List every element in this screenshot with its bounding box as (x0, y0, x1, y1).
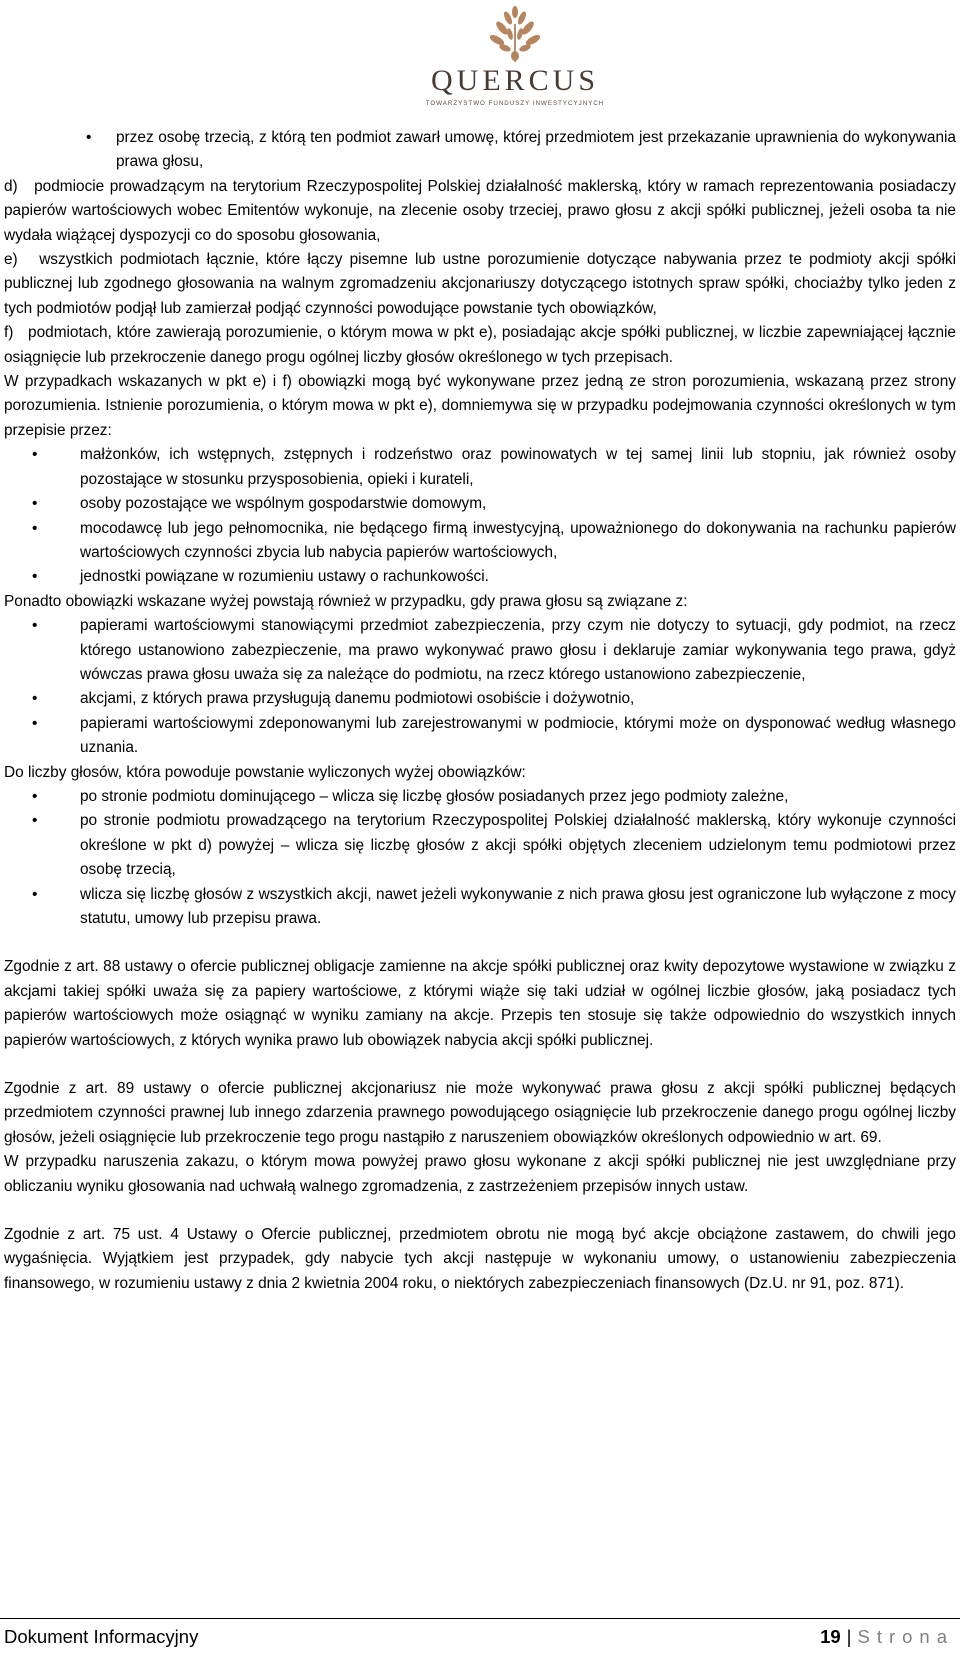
bullet-icon: • (32, 885, 38, 903)
paragraph: Do liczby głosów, która powoduje powstanie wyliczonych wyżej obowiązków: (4, 763, 526, 781)
bullet-icon: • (32, 495, 38, 513)
list-item: • papierami wartościowymi stanowiącymi przedmiot zabezpieczenia, przy czym nie dotyczy to sytuacji, gdy podmiot, na rzecz którego ustanowiono zabezpieczenie, ma prawo wykonywać prawo głosu i deklaruje zamiar wykonywania tego prawa, gdyż wówczas prawa głosu uważa się za należące do podmiotu, na rzecz którego ustanowiono zabezpieczenie, (4, 614, 956, 687)
bullet-icon: • (32, 787, 38, 805)
bullet-icon: • (32, 812, 38, 830)
paragraph: W przypadku naruszenia zakazu, o którym mowa powyżej prawo głosu wykonane z akcji spółki publicznej nie jest uwzględniane przy obliczaniu wyniku głosowania nad uchwałą walnego zgromadzenia, z zastrzeżeniem przepisów innych ustaw. (4, 1153, 956, 1195)
logo-name: QUERCUS (430, 64, 600, 97)
paragraph: W przypadkach wskazanych w pkt e) i f) obowiązki mogą być wykonywane przez jedną ze stron porozumienia, wskazaną przez strony porozumienia. Istnienie porozumienia, o którym mowa w pkt e), domniemywa się w przypadku podejmowania czynności określonych w tym przepisie przez: (4, 373, 956, 439)
bullet-icon: • (32, 568, 38, 586)
list-item: • osoby pozostające we wspólnym gospodarstwie domowym, (4, 492, 956, 516)
list-item: • małżonków, ich wstępnych, zstępnych i rodzeństwo oraz powinowatych w tej samej linii lub stopniu, jak również osoby pozostające w stosunku przysposobienia, opieki i kurateli, (4, 443, 956, 492)
bullet-icon: • (32, 714, 38, 732)
list-item: • mocodawcę lub jego pełnomocnika, nie będącego firmą inwestycyjną, upoważnionego do dokonywania na rachunku papierów wartościowych czynności zbycia lub nabycia papierów wartościowych, (4, 517, 956, 566)
footer-page-indicator (820, 1626, 954, 1648)
list-item: • jednostki powiązane w rozumieniu ustawy o rachunkowości. (4, 565, 956, 589)
paragraph: Ponadto obowiązki wskazane wyżej powstają również w przypadku, gdy prawa głosu są związane z: (4, 592, 688, 610)
list-item: • wlicza się liczbę głosów z wszystkich akcji, nawet jeżeli wykonywanie z nich prawa głosu jest ograniczone lub wyłączone z mocy statutu, umowy lub przepisu prawa. (4, 883, 956, 932)
page-number: 19 (820, 1626, 841, 1647)
bullet-icon: • (32, 519, 38, 537)
paragraph-item-f: f) podmiotach, które zawierają porozumienie, o którym mowa w pkt e), posiadając akcje spółki publicznej, w liczbie zapewniającej łącznie osiągnięcie lub przekroczenie danego progu ogólnej liczby głosów określonego w tych przepisach. (4, 324, 956, 366)
bullet-icon: • (32, 617, 38, 635)
paragraph-item-d: d) podmiocie prowadzącym na terytorium Rzeczypospolitej Polskiej działalność maklerską, który w ramach reprezentowania posiadaczy papierów wartościowych wobec Emitentów wykonuje, na zlecenie osoby trzeciej, prawo głosu z akcji spółki publicznej, jeżeli osoba ta nie wydała wiążącej dyspozycji co do sposobu głosowania, (4, 177, 956, 244)
list-item: • po stronie podmiotu prowadzącego na terytorium Rzeczypospolitej Polskiej działalność maklerską, który wykonuje czynności określone w pkt d) powyżej – wlicza się liczbę głosów z akcji spółki objętych zleceniem udzielonym temu podmiotowi przez osobę trzecią, (4, 809, 956, 882)
list-item: • akcjami, z których prawa przysługują danemu podmiotowi osobiście i dożywotnio, (4, 687, 956, 711)
footer-divider (0, 1618, 960, 1619)
paragraph-item-e: e) wszystkich podmiotach łącznie, które łączy pisemne lub ustne porozumienie dotyczące nabywania przez te podmioty akcji spółki publicznej lub zgodnego głosowania na walnym zgromadzeniu akcjonariuszy dotyczącego istotnych spraw spółki, chociażby tylko jeden z tych podmiotów podjął lub zamierzał podjąć czynności powodujące powstanie tych obowiązków, (4, 251, 956, 317)
bullet-icon: • (86, 129, 92, 146)
bullet-icon: • (32, 690, 38, 708)
paragraph: Zgodnie z art. 89 ustawy o ofercie publicznej akcjonariusz nie może wykonywać prawa głosu z akcji spółki publicznej będących przedmiotem czynności prawnej lub innego zdarzenia prawnego powodującego osiągnięcie lub przekroczenie danego progu ogólnej liczby głosów, jeżeli osiągnięcie lub przekroczenie tego progu nastąpiło z naruszeniem obowiązków określonych odpowiednio w art. 69. (4, 1080, 956, 1146)
bullet-icon: • (32, 446, 38, 464)
list-item: • przez osobę trzecią, z którą ten podmiot zawarł umowę, której przedmiotem jest przekazanie uprawnienia do wykonywania prawa głosu, (4, 126, 956, 175)
page-label: Strona (857, 1626, 954, 1647)
footer-document-title: Dokument Informacyjny (4, 1626, 199, 1647)
document-body (4, 126, 956, 1296)
oak-crest-icon (410, 4, 620, 66)
paragraph: Zgodnie z art. 88 ustawy o ofercie publicznej obligacje zamienne na akcje spółki publicznej oraz kwity depozytowe wystawione w związku z akcjami takiej spółki uważa się za papiery wartościowe, z którymi wiąże się taki udział w ogólnej liczbie głosów, jaką posiadacz tych papierów wartościowych może osiągnąć w wyniku zamiany na akcje. Przepis ten stosuje się także odpowiednio do wszystkich innych papierów wartościowych, z których wynika prawo lub obowiązek nabycia akcji spółki publicznej. (4, 958, 956, 1049)
list-item: • papierami wartościowymi zdeponowanymi lub zarejestrowanymi w podmiocie, którymi może on dysponować według własnego uznania. (4, 712, 956, 761)
quercus-logo (410, 4, 620, 112)
list-item: • po stronie podmiotu dominującego – wlicza się liczbę głosów posiadanych przez jego podmioty zależne, (4, 785, 956, 809)
paragraph: Zgodnie z art. 75 ust. 4 Ustawy o Ofercie publicznej, przedmiotem obrotu nie mogą być akcje obciążone zastawem, do chwili jego wygaśnięcia. Wyjątkiem jest przypadek, gdy nabycie tych akcji następuje w wykonaniu umowy, o ustanowieniu zabezpieczenia finansowego, w rozumieniu ustawy z dnia 2 kwietnia 2004 roku, o niektórych zabezpieczeniach finansowych (Dz.U. nr 91, poz. 871). (4, 1226, 956, 1292)
logo-subtitle: TOWARZYSTWO FUNDUSZY INWESTYCYJNYCH (425, 100, 605, 107)
footer-separator: | (846, 1626, 852, 1647)
